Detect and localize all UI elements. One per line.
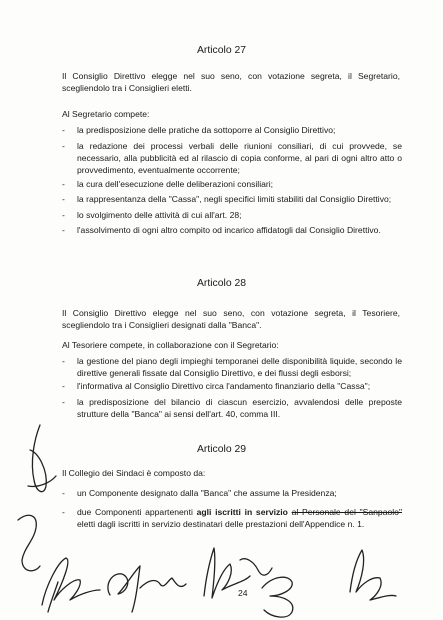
list-dash: -	[62, 194, 65, 204]
list-dash: -	[62, 125, 65, 135]
signature-mark	[240, 559, 272, 575]
item-text-part: eletti dagli iscritti in servizio destinatari delle prestazioni dell'Appendice n. 1.	[77, 519, 365, 529]
signature-mark	[350, 550, 396, 600]
article-28-item-text: l'informativa al Consiglio Direttivo circa l'andamento finanziario della "Cassa";	[77, 381, 371, 391]
article-27-item-text: la redazione dei processi verbali delle riunioni consiliari, di cui provvede, se necessario, alla pubblicità ed al rilascio di copia conforme, al pari di ogni altro atto o provvedimento, eventualmente occorrente;	[77, 141, 402, 175]
article-27-item-text: la rappresentanza della "Cassa", negli specifici limiti stabiliti dal Consiglio Direttivo;	[77, 194, 392, 204]
item-text-part: due Componenti appartenenti	[77, 507, 197, 517]
article-29-heading: Articolo 29	[196, 444, 247, 455]
article-28-intro: Il Consiglio Direttivo elegge nel suo seno, con votazione segreta, il Tesoriere, scegliendolo tra i Consiglieri designati dalla "Banca".	[62, 308, 400, 330]
signature-mark	[262, 577, 293, 617]
article-27-item-text: la cura dell'esecuzione delle deliberazioni consiliari;	[77, 179, 274, 189]
list-dash: -	[62, 179, 65, 189]
list-dash: -	[62, 488, 65, 498]
margin-mark	[18, 515, 40, 570]
article-28-item-text: la gestione del piano degli impieghi temporanei delle disponibilità liquide, secondo le direttive generali fissate dal Consiglio Direttivo, e dei flussi degli esborsi;	[77, 356, 402, 378]
page-number: 24	[238, 588, 248, 598]
article-27-label: Al Segretario compete:	[62, 109, 150, 119]
article-27-intro: Il Consiglio Direttivo elegge nel suo seno, con votazione segreta, il Segretario, scegliendolo tra i Consiglieri eletti.	[62, 71, 400, 93]
margin-mark	[28, 476, 56, 486]
signature-mark	[204, 548, 250, 598]
article-29-intro: Il Collegio dei Sindaci è composto da:	[62, 468, 206, 478]
signature-mark	[108, 566, 140, 612]
list-dash: -	[62, 397, 65, 407]
signature-mark	[140, 578, 186, 588]
struck-phrase: al Personale del "Sanpaolo"	[291, 507, 403, 517]
article-27-item-text: l'assolvimento di ogni altro compito od incarico affidatogli dal Consiglio Direttivo.	[77, 225, 381, 235]
bold-phrase: agli iscritti in servizio	[196, 507, 288, 517]
list-dash: -	[62, 507, 65, 517]
list-dash: -	[62, 210, 65, 220]
article-27-item-text: la predisposizione delle pratiche da sottoporre al Consiglio Direttivo;	[77, 125, 336, 135]
list-dash: -	[62, 381, 65, 391]
signature-mark	[42, 558, 100, 605]
article-28-item-text: la predisposizione del bilancio di ciascun esercizio, avvalendosi delle preposte strutture della "Banca" ai sensi dell'art. 40, comma III.	[77, 397, 402, 419]
list-dash: -	[62, 141, 65, 151]
article-28-heading: Articolo 28	[196, 278, 247, 289]
article-29-item-text: un Componente designato dalla "Banca" che assume la Presidenza;	[77, 488, 337, 498]
article-28-label: Al Tesoriere compete, in collaborazione con il Segretario:	[62, 340, 279, 350]
margin-mark	[30, 425, 46, 492]
article-27-item-text: lo svolgimento delle attività di cui all'art. 28;	[77, 210, 242, 220]
list-dash: -	[62, 225, 65, 235]
list-dash: -	[62, 356, 65, 366]
article-27-heading: Articolo 27	[196, 45, 247, 56]
